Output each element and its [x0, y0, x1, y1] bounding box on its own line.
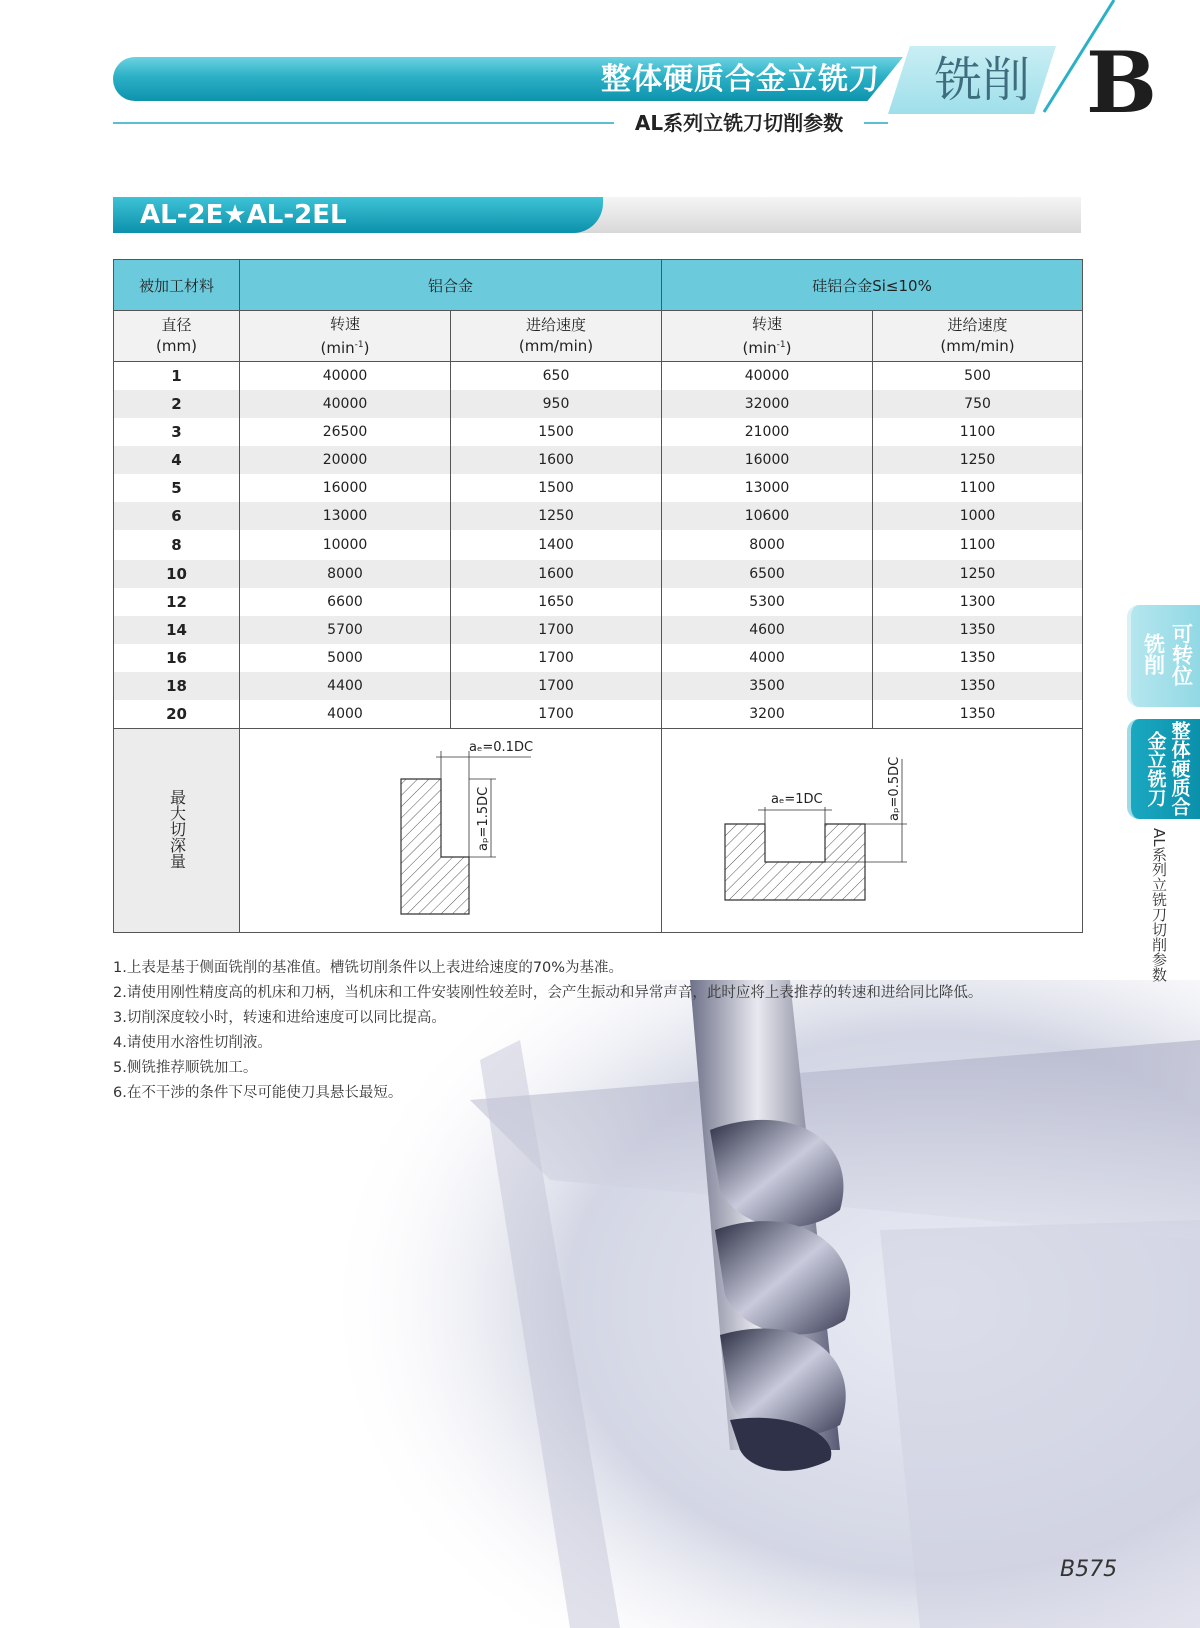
header-title: 整体硬质合金立铣刀: [601, 62, 880, 97]
side-milling-diagram-cell: [240, 729, 662, 933]
feed-aluminum-cell: 1700: [451, 616, 662, 644]
side-tab-indexable-milling[interactable]: [1127, 605, 1200, 707]
feed-aluminum-cell: 1500: [451, 418, 662, 446]
diameter-cell: 8: [114, 530, 240, 560]
speed-aluminum-cell: 5700: [240, 616, 451, 644]
feed-silicon-aluminum-cell: 1100: [873, 530, 1083, 560]
feed-header-1: [451, 311, 662, 362]
feed-unit: (mm/min): [940, 337, 1015, 355]
diameter-cell: 14: [114, 616, 240, 644]
cutting-parameter-table: [113, 259, 1083, 933]
ap-label-2: aₚ=0.5DC: [887, 756, 903, 821]
speed-silicon-aluminum-cell: 4000: [662, 644, 873, 672]
speed-label: 转速: [752, 314, 783, 333]
feed-silicon-aluminum-cell: 1350: [873, 644, 1083, 672]
feed-aluminum-cell: 950: [451, 390, 662, 418]
ae-label-2: aₑ=1DC: [771, 792, 823, 807]
speed-header-1: [240, 311, 451, 362]
diameter-cell: 16: [114, 644, 240, 672]
feed-header-2: [873, 311, 1083, 362]
speed-aluminum-cell: 5000: [240, 644, 451, 672]
feed-label: 进给速度: [947, 316, 1008, 334]
table-row: [114, 362, 1083, 391]
notes-list: [113, 956, 1073, 1106]
side-tab2-text-1: 整体硬质合: [1168, 721, 1191, 816]
feed-silicon-aluminum-cell: 1000: [873, 502, 1083, 530]
side-tab1-text-1: 可转位: [1169, 623, 1194, 686]
feed-silicon-aluminum-cell: 1350: [873, 616, 1083, 644]
speed-silicon-aluminum-cell: 3500: [662, 672, 873, 700]
table-row: [114, 530, 1083, 560]
slot-milling-diagram: [662, 729, 1082, 928]
feed-label: 进给速度: [526, 316, 587, 334]
feed-unit: (mm/min): [518, 337, 594, 355]
ap-label-1: aₚ=1.5DC: [475, 786, 491, 851]
diameter-cell: 3: [114, 418, 240, 446]
feed-aluminum-cell: 1700: [451, 672, 662, 700]
feed-silicon-aluminum-cell: 750: [873, 390, 1083, 418]
page-number: B575: [1060, 1557, 1118, 1582]
material-aluminum-alloy: 铝合金: [240, 260, 662, 311]
table-row: [114, 560, 1083, 588]
diameter-cell: 1: [114, 362, 240, 391]
table-row: [114, 474, 1083, 502]
diameter-cell: 18: [114, 672, 240, 700]
speed-unit: $(\min^{-1})$: [320, 338, 370, 357]
feed-aluminum-cell: 1700: [451, 644, 662, 672]
table-row: [114, 644, 1083, 672]
speed-unit: $(\min^{-1})$: [742, 338, 792, 357]
diameter-cell: 10: [114, 560, 240, 588]
feed-aluminum-cell: 1400: [451, 530, 662, 560]
speed-aluminum-cell: 20000: [240, 446, 451, 474]
feed-aluminum-cell: 1650: [451, 588, 662, 616]
max-depth-label: 最大切深量: [114, 729, 240, 933]
table-header-material-row: [114, 260, 1083, 311]
table-header-param-row: [114, 311, 1083, 362]
speed-aluminum-cell: 26500: [240, 418, 451, 446]
table-row: [114, 672, 1083, 700]
diameter-cell: 5: [114, 474, 240, 502]
feed-aluminum-cell: 1600: [451, 560, 662, 588]
speed-header-2: [662, 311, 873, 362]
note-item: 5.侧铣推荐顺铣加工。: [113, 1060, 258, 1076]
table-row: [114, 446, 1083, 474]
feed-aluminum-cell: 1500: [451, 474, 662, 502]
feed-aluminum-cell: 1250: [451, 502, 662, 530]
material-label: 被加工材料: [114, 260, 240, 311]
feed-silicon-aluminum-cell: 1250: [873, 446, 1083, 474]
diameter-header: [114, 311, 240, 362]
speed-aluminum-cell: 13000: [240, 502, 451, 530]
note-item: 4.请使用水溶性切削液。: [113, 1035, 272, 1051]
speed-silicon-aluminum-cell: 8000: [662, 530, 873, 560]
table-row: [114, 502, 1083, 530]
speed-silicon-aluminum-cell: 16000: [662, 446, 873, 474]
diameter-cell: 12: [114, 588, 240, 616]
diameter-cell: 2: [114, 390, 240, 418]
section-title: AL-2E★AL-2EL: [140, 200, 347, 230]
speed-silicon-aluminum-cell: 6500: [662, 560, 873, 588]
speed-aluminum-cell: 40000: [240, 390, 451, 418]
max-depth-row: [114, 729, 1083, 933]
ae-label-1: aₑ=0.1DC: [468, 740, 533, 755]
feed-silicon-aluminum-cell: 1100: [873, 474, 1083, 502]
side-tab-solid-carbide-endmill[interactable]: [1127, 719, 1200, 819]
diameter-cell: 4: [114, 446, 240, 474]
note-item: 3.切削深度较小时，转速和进给速度可以同比提高。: [113, 1010, 446, 1026]
slot-milling-diagram-cell: [662, 729, 1083, 933]
side-tab1-text-2: 铣削: [1141, 633, 1166, 675]
feed-aluminum-cell: 1600: [451, 446, 662, 474]
diameter-label: 直径: [161, 316, 192, 334]
speed-silicon-aluminum-cell: 4600: [662, 616, 873, 644]
section-letter: B: [1086, 33, 1157, 132]
speed-aluminum-cell: 6600: [240, 588, 451, 616]
note-item: 6.在不干涉的条件下尽可能使刀具悬长最短。: [113, 1085, 403, 1101]
side-vertical-label: AL系列立铣刀切削参数: [1150, 828, 1168, 982]
feed-silicon-aluminum-cell: 1350: [873, 672, 1083, 700]
speed-silicon-aluminum-cell: 5300: [662, 588, 873, 616]
side-tab2-text-2: 金立铣刀: [1144, 731, 1167, 807]
note-item: 2.请使用刚性精度高的机床和刀柄，当机床和工件安装刚性较差时，会产生振动和异常声音，此时应将上表推荐的转速和进给同比降低。: [113, 985, 983, 1001]
speed-silicon-aluminum-cell: 32000: [662, 390, 873, 418]
workpiece-section: [401, 779, 469, 914]
note-item: 1.上表是基于侧面铣削的基准值。槽铣切削条件以上表进给速度的70%为基准。: [113, 960, 624, 976]
diameter-unit: (mm): [156, 337, 197, 355]
speed-aluminum-cell: 8000: [240, 560, 451, 588]
feed-silicon-aluminum-cell: 1250: [873, 560, 1083, 588]
feed-silicon-aluminum-cell: 1350: [873, 700, 1083, 729]
feed-silicon-aluminum-cell: 500: [873, 362, 1083, 391]
feed-aluminum-cell: 650: [451, 362, 662, 391]
feed-silicon-aluminum-cell: 1300: [873, 588, 1083, 616]
table-row: [114, 418, 1083, 446]
speed-silicon-aluminum-cell: 10600: [662, 502, 873, 530]
diameter-cell: 6: [114, 502, 240, 530]
category-label: 铣削: [933, 52, 1030, 108]
table-row: [114, 588, 1083, 616]
speed-silicon-aluminum-cell: 13000: [662, 474, 873, 502]
table-row: [114, 700, 1083, 729]
speed-aluminum-cell: 16000: [240, 474, 451, 502]
page-subtitle: AL系列立铣刀切削参数: [614, 108, 864, 138]
speed-aluminum-cell: 10000: [240, 530, 451, 560]
feed-silicon-aluminum-cell: 1100: [873, 418, 1083, 446]
table-row: [114, 390, 1083, 418]
speed-aluminum-cell: 40000: [240, 362, 451, 391]
speed-aluminum-cell: 4000: [240, 700, 451, 729]
material-silicon-aluminum-alloy: 硅铝合金Si≤10%: [662, 260, 1083, 311]
speed-silicon-aluminum-cell: 3200: [662, 700, 873, 729]
table-row: [114, 616, 1083, 644]
side-milling-diagram: [241, 729, 661, 928]
speed-label: 转速: [329, 314, 360, 333]
speed-aluminum-cell: 4400: [240, 672, 451, 700]
feed-aluminum-cell: 1700: [451, 700, 662, 729]
diameter-cell: 20: [114, 700, 240, 729]
speed-silicon-aluminum-cell: 40000: [662, 362, 873, 391]
speed-silicon-aluminum-cell: 21000: [662, 418, 873, 446]
